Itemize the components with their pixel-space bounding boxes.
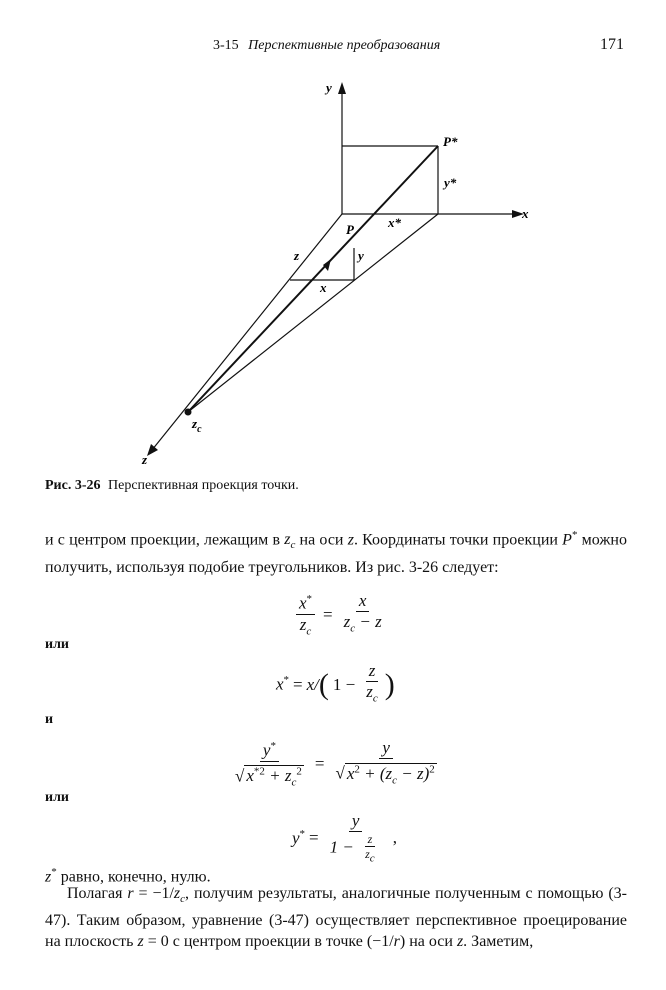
word-and: и bbox=[45, 712, 54, 727]
label-x-star: x* bbox=[388, 215, 401, 230]
caption-text: Перспективная проекция точки. bbox=[108, 478, 299, 493]
page-number: 171 bbox=[600, 36, 624, 53]
cone-line-right bbox=[188, 214, 438, 412]
label-z-inner: z bbox=[294, 248, 300, 263]
figure-caption bbox=[45, 478, 299, 494]
word-or-1: или bbox=[45, 637, 69, 652]
equation-3: $\frac{y^*}{√ x^{*2} + z_c^2}$ = $\frac{y}{√ x^2 + (z_c - z)^2}$ bbox=[235, 738, 435, 789]
label-p: P bbox=[346, 222, 354, 237]
section-number: 3-15 bbox=[213, 38, 239, 53]
projection-ray bbox=[188, 146, 438, 412]
equation-2: x* = x/ ( 1 − $\frac{z}{z_c}$ ) bbox=[276, 661, 395, 705]
perspective-projection-figure bbox=[130, 72, 550, 472]
label-y-axis: y bbox=[326, 80, 332, 95]
paragraph-3: Полагая $r = -1/z_c$, получим результаты, аналогичные полученным с помощью (3-47). Таким образом, уравнение (3-47) осуществляет перспективное проецирование на плоскость z = 0 с центром проекции в точке (−1/r) на оси z. Заметим, bbox=[45, 885, 628, 951]
running-header bbox=[213, 38, 440, 54]
ray-arrow bbox=[323, 259, 331, 271]
label-y-star: y* bbox=[444, 175, 457, 190]
label-x-inner: x bbox=[320, 280, 327, 295]
z-axis-arrow bbox=[147, 444, 158, 456]
z-axis-line bbox=[152, 214, 342, 450]
label-y-inner: y bbox=[358, 248, 364, 263]
equation-1: $\frac{x^*}{z_c}$ = $\frac{x}{z_c - z}$ bbox=[292, 590, 389, 640]
label-zc: $z_c$ bbox=[192, 416, 202, 435]
zc-point bbox=[185, 409, 192, 416]
label-x-axis: x bbox=[522, 206, 529, 221]
caption-label: Рис. 3-26 bbox=[45, 478, 101, 493]
section-title: Перспективные преобразования bbox=[248, 38, 441, 53]
word-or-2: или bbox=[45, 790, 69, 805]
y-axis-arrow bbox=[338, 82, 346, 94]
paragraph-2: z* равно, конечно, нулю. bbox=[45, 866, 211, 886]
equation-4: y* = y 1 − $\frac{z}{zc}$ , bbox=[292, 811, 397, 865]
label-z-axis: z bbox=[142, 452, 148, 467]
label-p-star: P* bbox=[443, 134, 458, 149]
paragraph-1: и с центром проекции, лежащим в $z_c$ на оси z. Координаты точки проекции P* можно получить, используя подобие треугольников. Из рис. 3-26 следует: bbox=[45, 529, 627, 576]
